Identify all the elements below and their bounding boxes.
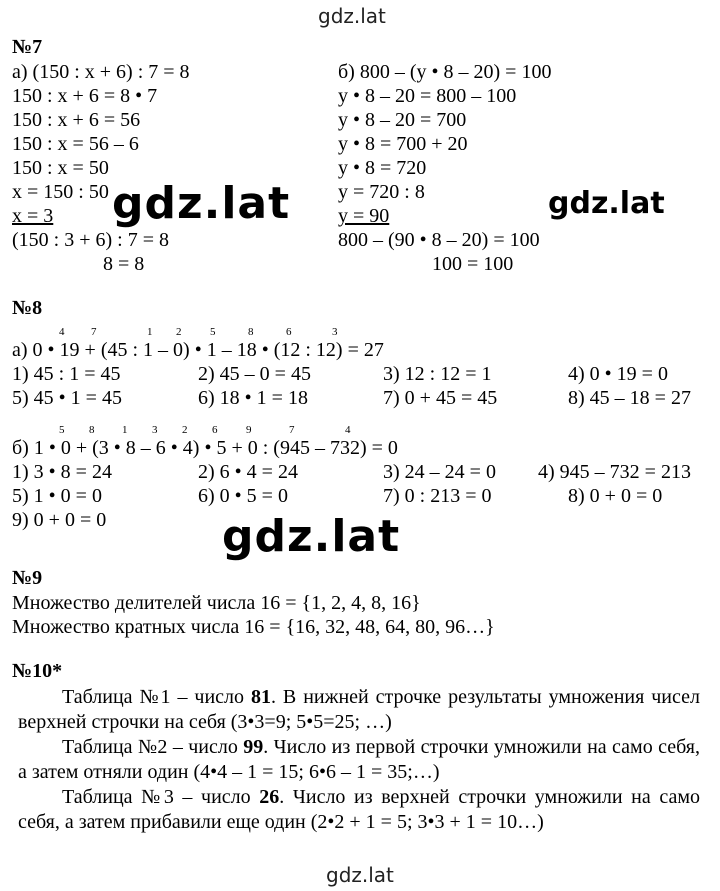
task-8a-step: 8) 45 – 18 = 27 [568,387,691,409]
task-7b-check-result: 100 = 100 [432,253,514,275]
order-number: 2 [182,424,188,436]
task-7a-answer: x = 3 [12,205,54,227]
task-7a-line: 150 : x + 6 = 8 • 7 [12,85,158,107]
task-7a-line: 150 : x + 6 = 56 [12,109,141,131]
task-8b-expression: б) 1 • 0 + (3 • 8 – 6 • 4) • 5 + 0 : (945 – 732) = 0 [12,437,398,459]
order-number: 1 [147,326,153,338]
order-number: 2 [176,326,182,338]
watermark-top: gdz.lat [318,4,386,28]
task-8b-step: 7) 0 : 213 = 0 [383,485,492,507]
task-7a-line: x = 150 : 50 [12,181,109,203]
paragraph-text: . Число из верхней строчки умножили на само себя, а затем прибавили еще один (2•2 + 1 = 5; 3•3 + 1 = 10…) [18,786,700,833]
task-7a-check-result: 8 = 8 [103,253,145,275]
order-number: 1 [122,424,128,436]
task-7b-line: y • 8 – 20 = 700 [338,109,467,131]
task-8a-step: 5) 45 • 1 = 45 [12,387,122,409]
task-8a-step: 3) 12 : 12 = 1 [383,363,492,385]
order-number: 4 [345,424,351,436]
task-7-title: №7 [12,36,43,58]
task-7b-line: б) 800 – (y • 8 – 20) = 100 [338,61,552,83]
task-7b-line: y • 8 = 720 [338,157,427,179]
task-8-title: №8 [12,297,43,319]
order-number: 7 [91,326,97,338]
watermark-big-1: gdz.lat [112,178,291,229]
task-8a-step: 7) 0 + 45 = 45 [383,387,498,409]
answer-number: 26 [259,786,280,808]
task-8b-step: 2) 6 • 4 = 24 [198,461,298,483]
paragraph-text: Таблица №2 – число [62,736,244,758]
task-10-paragraph-3 [18,785,700,835]
task-8a-step: 4) 0 • 19 = 0 [568,363,668,385]
task-7b-check: 800 – (90 • 8 – 20) = 100 [338,229,540,251]
task-8b-step: 5) 1 • 0 = 0 [12,485,102,507]
order-number: 7 [289,424,295,436]
watermark-bottom: gdz.lat [326,863,394,887]
task-7b-line: y = 720 : 8 [338,181,425,203]
order-number: 8 [248,326,254,338]
answer-number: 81 [250,686,271,708]
task-7b-line: y • 8 = 700 + 20 [338,133,468,155]
task-7a-line: 150 : x = 56 – 6 [12,133,139,155]
order-number: 6 [286,326,292,338]
order-number: 3 [332,326,338,338]
task-8a-step: 2) 45 – 0 = 45 [198,363,311,385]
order-number: 3 [152,424,158,436]
paragraph-text: . Число из первой строчки умножили на само себя, а затем отняли один (4•4 – 1 = 15; 6•6 – 1 = 35;…) [18,736,700,783]
task-9-multiples: Множество кратных числа 16 = {16, 32, 48, 64, 80, 96…} [12,616,495,638]
task-10-paragraph-2 [18,735,700,785]
task-9-divisors: Множество делителей числа 16 = {1, 2, 4, 8, 16} [12,592,421,614]
task-7a-line: 150 : x = 50 [12,157,109,179]
task-10-title: №10* [12,660,63,682]
watermark-right: gdz.lat [548,186,665,221]
task-8b-step: 3) 24 – 24 = 0 [383,461,496,483]
task-7b-answer: y = 90 [338,205,390,227]
order-number: 5 [59,424,65,436]
task-8b-step: 8) 0 + 0 = 0 [568,485,663,507]
paragraph-text: . В нижней строчке результаты умножения чисел верхней строчки на себя (3•3=9; 5•5=25; …) [18,686,700,733]
task-8b-step: 6) 0 • 5 = 0 [198,485,288,507]
task-7a-check: (150 : 3 + 6) : 7 = 8 [12,229,169,251]
answer-number: 99 [243,736,264,758]
order-number: 5 [210,326,216,338]
order-number: 4 [59,326,65,338]
task-8a-step: 1) 45 : 1 = 45 [12,363,121,385]
order-number: 6 [212,424,218,436]
order-number: 8 [89,424,95,436]
watermark-big-2: gdz.lat [222,511,401,562]
order-number: 9 [246,424,252,436]
task-7a-line: а) (150 : x + 6) : 7 = 8 [12,61,190,83]
task-8b-step: 9) 0 + 0 = 0 [12,509,107,531]
task-8b-step: 4) 945 – 732 = 213 [538,461,691,483]
paragraph-text: Таблица №1 – число [62,686,251,708]
task-10-paragraph-1 [18,685,700,735]
task-7b-line: y • 8 – 20 = 800 – 100 [338,85,517,107]
paragraph-text: Таблица №3 – число [62,786,260,808]
task-8b-step: 1) 3 • 8 = 24 [12,461,112,483]
task-9-title: №9 [12,567,43,589]
task-8a-expression: а) 0 • 19 + (45 : 1 – 0) • 1 – 18 • (12 : 12) = 27 [12,339,384,361]
task-8a-step: 6) 18 • 1 = 18 [198,387,308,409]
